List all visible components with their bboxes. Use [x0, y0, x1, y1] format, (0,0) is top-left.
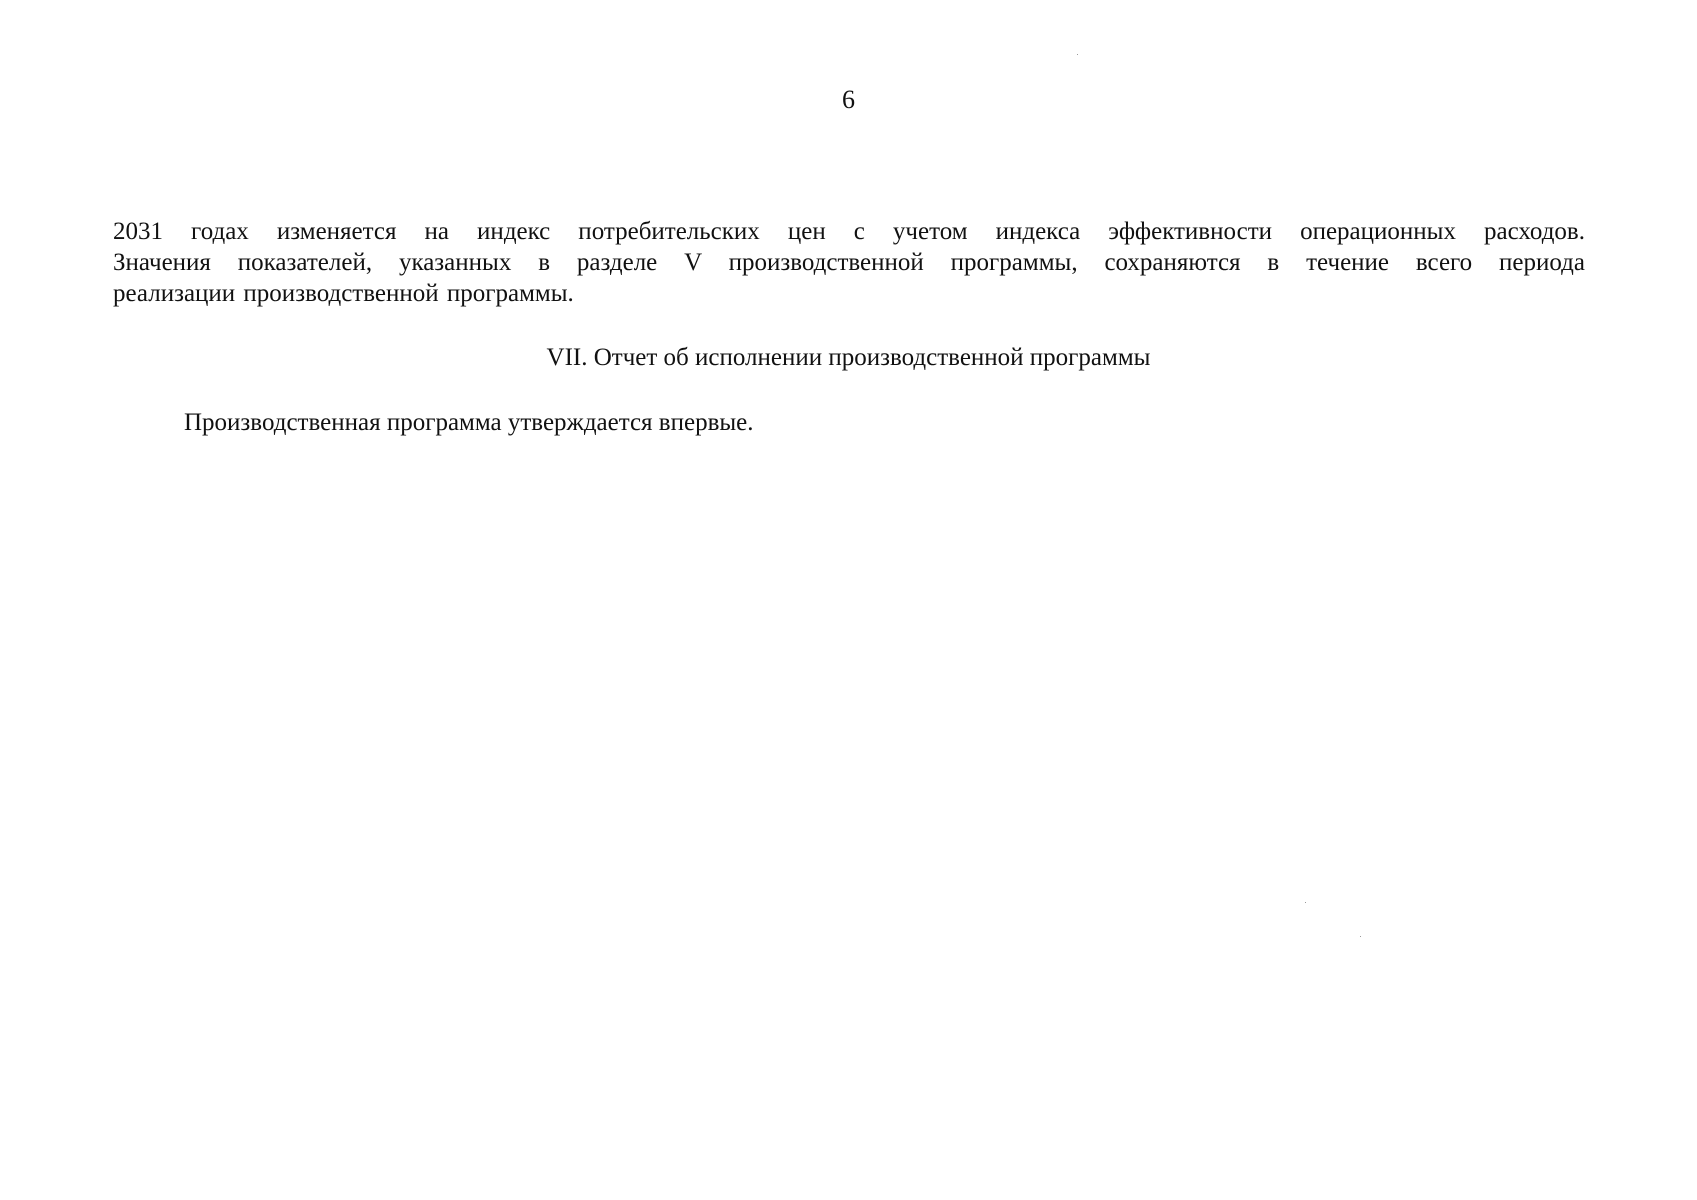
paragraph-line: Значения показателей, указанных в разделе V производственной программы, сохраняются в течение всего периода — [113, 249, 1585, 276]
section-heading — [0, 342, 1697, 373]
paragraph-line: 2031 годах изменяется на индекс потребительских цен с учетом индекса эффективности операционных расходов. — [113, 218, 1585, 245]
page-number: 6 — [842, 85, 855, 114]
paragraph-line: реализации производственной программы. — [113, 280, 574, 307]
section-heading-text: VII. Отчет об исполнении производственной программы — [546, 344, 1151, 371]
section-paragraph: Производственная программа утверждается впервые. — [184, 409, 754, 436]
scan-speck — [1077, 54, 1078, 55]
continued-paragraph — [113, 216, 1585, 309]
scan-speck — [1305, 902, 1306, 903]
scan-speck — [1360, 936, 1361, 937]
